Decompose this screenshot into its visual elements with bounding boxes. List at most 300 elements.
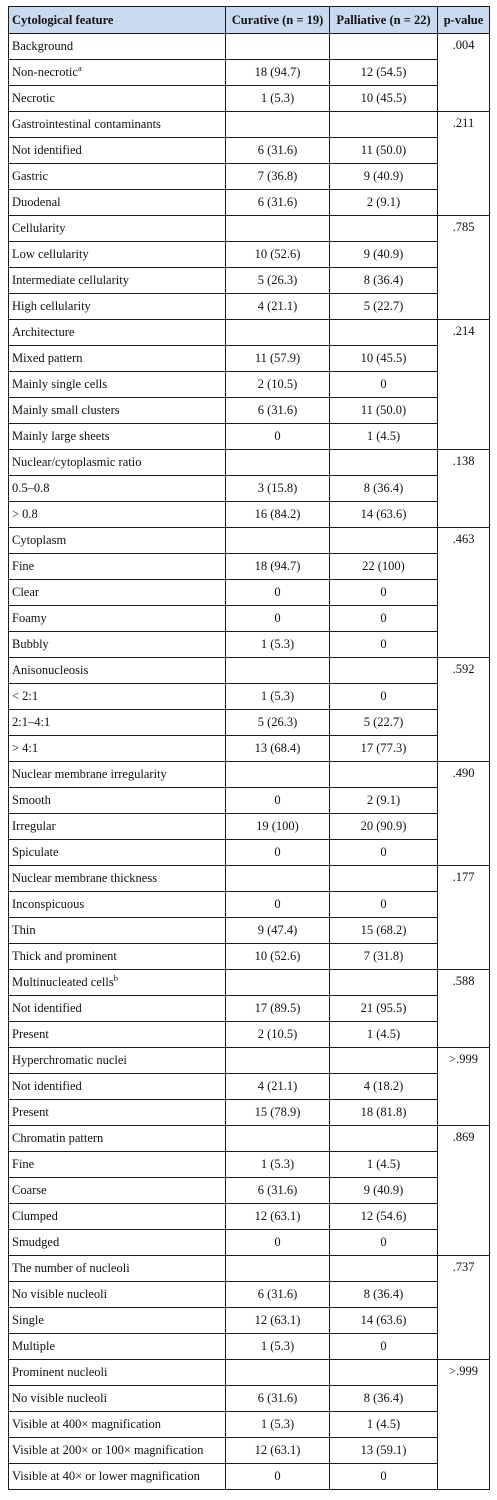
header-curative: Curative (n = 19) [226, 7, 330, 34]
p-value-cell: >.999 [438, 1360, 490, 1490]
feature-group-title [9, 970, 226, 996]
palliative-value: 18 (81.8) [330, 1100, 438, 1126]
table-row [9, 1282, 490, 1308]
row-label [9, 190, 226, 216]
feature-group-title [9, 320, 226, 346]
row-label [9, 1386, 226, 1412]
empty-cell [226, 528, 330, 554]
table-row [9, 294, 490, 320]
curative-value: 6 (31.6) [226, 1386, 330, 1412]
empty-cell [226, 450, 330, 476]
feature-group-title [9, 450, 226, 476]
table-row [9, 164, 490, 190]
row-label-text: Smooth [12, 793, 51, 807]
palliative-value: 10 (45.5) [330, 346, 438, 372]
palliative-value: 8 (36.4) [330, 476, 438, 502]
palliative-value: 8 (36.4) [330, 268, 438, 294]
empty-cell [226, 658, 330, 684]
empty-cell [226, 1126, 330, 1152]
group-header-row [9, 658, 490, 684]
p-value-cell: .588 [438, 970, 490, 1048]
empty-cell [330, 970, 438, 996]
table-row [9, 632, 490, 658]
curative-value: 1 (5.3) [226, 684, 330, 710]
p-value-cell: .737 [438, 1256, 490, 1360]
curative-value: 18 (94.7) [226, 554, 330, 580]
feature-group-title [9, 112, 226, 138]
empty-cell [226, 1048, 330, 1074]
row-label-text: 2:1–4:1 [12, 715, 51, 729]
row-label [9, 1178, 226, 1204]
row-label-text: Irregular [12, 819, 56, 833]
row-label-text: High cellularity [12, 299, 91, 313]
curative-value: 1 (5.3) [226, 1152, 330, 1178]
row-label [9, 424, 226, 450]
row-label [9, 1152, 226, 1178]
curative-value: 6 (31.6) [226, 398, 330, 424]
row-label-text: No visible nucleoli [12, 1391, 108, 1405]
palliative-value: 4 (18.2) [330, 1074, 438, 1100]
row-label [9, 1412, 226, 1438]
feature-group-title-text: Chromatin pattern [12, 1131, 104, 1145]
row-label-text: Thick and prominent [12, 949, 117, 963]
palliative-value: 1 (4.5) [330, 1152, 438, 1178]
group-header-row [9, 528, 490, 554]
table-row [9, 996, 490, 1022]
row-label [9, 736, 226, 762]
p-value-cell: .138 [438, 450, 490, 528]
palliative-value: 5 (22.7) [330, 294, 438, 320]
table-row [9, 476, 490, 502]
curative-value: 3 (15.8) [226, 476, 330, 502]
table-row [9, 502, 490, 528]
row-label-text: Foamy [12, 611, 47, 625]
curative-value: 2 (10.5) [226, 1022, 330, 1048]
row-label-text: Low cellularity [12, 247, 89, 261]
row-label [9, 1334, 226, 1360]
palliative-value: 1 (4.5) [330, 424, 438, 450]
palliative-value: 2 (9.1) [330, 788, 438, 814]
table-row [9, 1022, 490, 1048]
row-label-text: Not identified [12, 1001, 82, 1015]
table-row [9, 1464, 490, 1490]
row-label-text: 0.5–0.8 [12, 481, 50, 495]
row-label-text: Clumped [12, 1209, 58, 1223]
p-value-cell: .214 [438, 320, 490, 450]
row-label-text: Clear [12, 585, 40, 599]
row-label-text: Non-necrotic [12, 65, 78, 79]
p-value-cell: .177 [438, 866, 490, 970]
palliative-value: 22 (100) [330, 554, 438, 580]
curative-value: 0 [226, 788, 330, 814]
palliative-value: 0 [330, 1464, 438, 1490]
header-row [9, 7, 490, 34]
palliative-value: 21 (95.5) [330, 996, 438, 1022]
header-palliative: Palliative (n = 22) [330, 7, 438, 34]
row-label-text: Not identified [12, 143, 82, 157]
curative-value: 0 [226, 424, 330, 450]
row-label [9, 1464, 226, 1490]
p-value-cell: .785 [438, 216, 490, 320]
group-header-row [9, 450, 490, 476]
row-label [9, 554, 226, 580]
palliative-value: 0 [330, 684, 438, 710]
empty-cell [226, 1360, 330, 1386]
table-row [9, 1386, 490, 1412]
palliative-value: 14 (63.6) [330, 1308, 438, 1334]
row-label [9, 814, 226, 840]
curative-value: 10 (52.6) [226, 944, 330, 970]
empty-cell [330, 1360, 438, 1386]
feature-group-title [9, 1048, 226, 1074]
empty-cell [330, 1126, 438, 1152]
table-row [9, 372, 490, 398]
cytology-comparison-table [8, 6, 490, 1490]
curative-value: 16 (84.2) [226, 502, 330, 528]
feature-group-title [9, 762, 226, 788]
palliative-value: 17 (77.3) [330, 736, 438, 762]
row-label [9, 86, 226, 112]
row-label-text: > 0.8 [12, 507, 38, 521]
row-label [9, 1204, 226, 1230]
empty-cell [330, 658, 438, 684]
palliative-value: 12 (54.6) [330, 1204, 438, 1230]
row-label [9, 892, 226, 918]
row-label [9, 1074, 226, 1100]
palliative-value: 8 (36.4) [330, 1282, 438, 1308]
footnote-marker: b [113, 973, 118, 983]
table-row [9, 190, 490, 216]
row-label-text: > 4:1 [12, 741, 39, 755]
curative-value: 4 (21.1) [226, 1074, 330, 1100]
table-row [9, 918, 490, 944]
curative-value: 1 (5.3) [226, 1412, 330, 1438]
group-header-row [9, 1048, 490, 1074]
empty-cell [330, 866, 438, 892]
curative-value: 2 (10.5) [226, 372, 330, 398]
group-header-row [9, 1256, 490, 1282]
row-label [9, 60, 226, 86]
row-label [9, 788, 226, 814]
table-row [9, 1412, 490, 1438]
curative-value: 12 (63.1) [226, 1308, 330, 1334]
palliative-value: 10 (45.5) [330, 86, 438, 112]
palliative-value: 20 (90.9) [330, 814, 438, 840]
table-row [9, 424, 490, 450]
row-label-text: Fine [12, 1157, 35, 1171]
empty-cell [330, 528, 438, 554]
row-label [9, 1022, 226, 1048]
table-row [9, 606, 490, 632]
curative-value: 10 (52.6) [226, 242, 330, 268]
row-label [9, 1438, 226, 1464]
feature-group-title-text: Hyperchromatic nuclei [12, 1053, 127, 1067]
curative-value: 0 [226, 1230, 330, 1256]
row-label-text: Mainly large sheets [12, 429, 110, 443]
header-feature: Cytological feature [9, 7, 226, 34]
group-header-row [9, 34, 490, 60]
feature-group-title-text: The number of nucleoli [12, 1261, 130, 1275]
curative-value: 6 (31.6) [226, 190, 330, 216]
curative-value: 6 (31.6) [226, 1282, 330, 1308]
row-label-text: Gastric [12, 169, 49, 183]
palliative-value: 2 (9.1) [330, 190, 438, 216]
table-row [9, 684, 490, 710]
p-value-cell: .211 [438, 112, 490, 216]
curative-value: 0 [226, 892, 330, 918]
empty-cell [330, 450, 438, 476]
palliative-value: 0 [330, 606, 438, 632]
row-label [9, 242, 226, 268]
empty-cell [330, 320, 438, 346]
row-label [9, 1100, 226, 1126]
table-row [9, 1334, 490, 1360]
table-row [9, 554, 490, 580]
curative-value: 0 [226, 1464, 330, 1490]
group-header-row [9, 866, 490, 892]
row-label [9, 372, 226, 398]
palliative-value: 0 [330, 840, 438, 866]
palliative-value: 13 (59.1) [330, 1438, 438, 1464]
empty-cell [226, 216, 330, 242]
empty-cell [330, 112, 438, 138]
table-row [9, 1308, 490, 1334]
row-label-text: Necrotic [12, 91, 56, 105]
empty-cell [226, 34, 330, 60]
curative-value: 4 (21.1) [226, 294, 330, 320]
row-label-text: Duodenal [12, 195, 61, 209]
row-label [9, 918, 226, 944]
empty-cell [226, 866, 330, 892]
curative-value: 9 (47.4) [226, 918, 330, 944]
palliative-value: 5 (22.7) [330, 710, 438, 736]
curative-value: 12 (63.1) [226, 1204, 330, 1230]
empty-cell [226, 112, 330, 138]
curative-value: 17 (89.5) [226, 996, 330, 1022]
row-label [9, 294, 226, 320]
curative-value: 7 (36.8) [226, 164, 330, 190]
feature-group-title-text: Gastrointestinal contaminants [12, 117, 161, 131]
row-label [9, 684, 226, 710]
row-label [9, 944, 226, 970]
row-label [9, 164, 226, 190]
table-row [9, 1178, 490, 1204]
p-value-cell: .869 [438, 1126, 490, 1256]
row-label [9, 606, 226, 632]
p-value-cell: .463 [438, 528, 490, 658]
curative-value: 13 (68.4) [226, 736, 330, 762]
empty-cell [330, 1256, 438, 1282]
group-header-row [9, 762, 490, 788]
row-label-text: Mainly small clusters [12, 403, 120, 417]
feature-group-title [9, 1360, 226, 1386]
group-header-row [9, 970, 490, 996]
group-header-row [9, 216, 490, 242]
palliative-value: 0 [330, 632, 438, 658]
empty-cell [226, 970, 330, 996]
feature-group-title [9, 658, 226, 684]
palliative-value: 1 (4.5) [330, 1412, 438, 1438]
empty-cell [330, 216, 438, 242]
table-row [9, 814, 490, 840]
table-row [9, 346, 490, 372]
table-row [9, 1438, 490, 1464]
palliative-value: 7 (31.8) [330, 944, 438, 970]
table-row [9, 580, 490, 606]
table-row [9, 242, 490, 268]
feature-group-title [9, 528, 226, 554]
row-label-text: Inconspicuous [12, 897, 85, 911]
palliative-value: 9 (40.9) [330, 164, 438, 190]
feature-group-title-text: Cytoplasm [12, 533, 67, 547]
palliative-value: 14 (63.6) [330, 502, 438, 528]
p-value-cell: .490 [438, 762, 490, 866]
table-header [9, 7, 490, 34]
palliative-value: 9 (40.9) [330, 242, 438, 268]
empty-cell [330, 34, 438, 60]
row-label [9, 398, 226, 424]
p-value-cell: >.999 [438, 1048, 490, 1126]
row-label-text: Mixed pattern [12, 351, 83, 365]
feature-group-title-text: Nuclear membrane irregularity [12, 767, 167, 781]
empty-cell [330, 762, 438, 788]
row-label-text: Single [12, 1313, 44, 1327]
palliative-value: 0 [330, 372, 438, 398]
table-row [9, 268, 490, 294]
group-header-row [9, 1126, 490, 1152]
row-label [9, 1230, 226, 1256]
table-row [9, 840, 490, 866]
palliative-value: 0 [330, 892, 438, 918]
curative-value: 18 (94.7) [226, 60, 330, 86]
curative-value: 6 (31.6) [226, 1178, 330, 1204]
row-label [9, 1308, 226, 1334]
palliative-value: 8 (36.4) [330, 1386, 438, 1412]
curative-value: 1 (5.3) [226, 1334, 330, 1360]
row-label [9, 1282, 226, 1308]
table-row [9, 1204, 490, 1230]
row-label-text: Visible at 40× or lower magnification [12, 1469, 200, 1483]
palliative-value: 1 (4.5) [330, 1022, 438, 1048]
table-row [9, 892, 490, 918]
palliative-value: 15 (68.2) [330, 918, 438, 944]
row-label-text: Intermediate cellularity [12, 273, 129, 287]
row-label-text: Visible at 200× or 100× magnification [12, 1443, 204, 1457]
curative-value: 12 (63.1) [226, 1438, 330, 1464]
curative-value: 0 [226, 606, 330, 632]
row-label [9, 580, 226, 606]
curative-value: 15 (78.9) [226, 1100, 330, 1126]
curative-value: 5 (26.3) [226, 710, 330, 736]
row-label [9, 840, 226, 866]
group-header-row [9, 112, 490, 138]
row-label [9, 632, 226, 658]
row-label [9, 476, 226, 502]
feature-group-title-text: Background [12, 39, 74, 53]
curative-value: 1 (5.3) [226, 632, 330, 658]
table-row [9, 138, 490, 164]
row-label-text: Present [12, 1105, 49, 1119]
row-label-text: Bubbly [12, 637, 49, 651]
row-label [9, 346, 226, 372]
row-label [9, 710, 226, 736]
palliative-value: 11 (50.0) [330, 138, 438, 164]
table-row [9, 1100, 490, 1126]
feature-group-title [9, 1256, 226, 1282]
feature-group-title [9, 216, 226, 242]
row-label-text: Present [12, 1027, 49, 1041]
group-header-row [9, 320, 490, 346]
curative-value: 5 (26.3) [226, 268, 330, 294]
table-row [9, 710, 490, 736]
feature-group-title-text: Architecture [12, 325, 75, 339]
row-label-text: Not identified [12, 1079, 82, 1093]
feature-group-title-text: Nuclear membrane thickness [12, 871, 158, 885]
row-label-text: Fine [12, 559, 35, 573]
feature-group-title [9, 1126, 226, 1152]
row-label-text: Visible at 400× magnification [12, 1417, 161, 1431]
row-label [9, 502, 226, 528]
table-row [9, 1230, 490, 1256]
row-label [9, 268, 226, 294]
feature-group-title [9, 34, 226, 60]
row-label-text: Spiculate [12, 845, 59, 859]
curative-value: 0 [226, 840, 330, 866]
table-body [9, 34, 490, 1490]
feature-group-title-text: Cellularity [12, 221, 66, 235]
curative-value: 0 [226, 580, 330, 606]
empty-cell [226, 762, 330, 788]
palliative-value: 0 [330, 580, 438, 606]
table-row [9, 1152, 490, 1178]
row-label [9, 138, 226, 164]
row-label-text: Thin [12, 923, 36, 937]
row-label-text: Coarse [12, 1183, 47, 1197]
curative-value: 11 (57.9) [226, 346, 330, 372]
row-label-text: Mainly single cells [12, 377, 108, 391]
p-value-cell: .592 [438, 658, 490, 762]
row-label [9, 996, 226, 1022]
table-row [9, 788, 490, 814]
empty-cell [226, 1256, 330, 1282]
empty-cell [330, 1048, 438, 1074]
curative-value: 1 (5.3) [226, 86, 330, 112]
palliative-value: 11 (50.0) [330, 398, 438, 424]
row-label-text: Multiple [12, 1339, 56, 1353]
table-row [9, 736, 490, 762]
table-row [9, 398, 490, 424]
footnote-marker: a [77, 63, 82, 73]
feature-group-title [9, 866, 226, 892]
feature-group-title-text: Prominent nucleoli [12, 1365, 108, 1379]
table-row [9, 60, 490, 86]
header-pvalue: p-value [438, 7, 490, 34]
table-row [9, 1074, 490, 1100]
row-label-text: < 2:1 [12, 689, 39, 703]
p-value-cell: .004 [438, 34, 490, 112]
empty-cell [226, 320, 330, 346]
feature-group-title-text: Multinucleated cells [12, 975, 114, 989]
curative-value: 6 (31.6) [226, 138, 330, 164]
palliative-value: 0 [330, 1334, 438, 1360]
row-label-text: No visible nucleoli [12, 1287, 108, 1301]
feature-group-title-text: Anisonucleosis [12, 663, 89, 677]
curative-value: 19 (100) [226, 814, 330, 840]
row-label-text: Smudged [12, 1235, 60, 1249]
table-row [9, 86, 490, 112]
palliative-value: 9 (40.9) [330, 1178, 438, 1204]
palliative-value: 0 [330, 1230, 438, 1256]
